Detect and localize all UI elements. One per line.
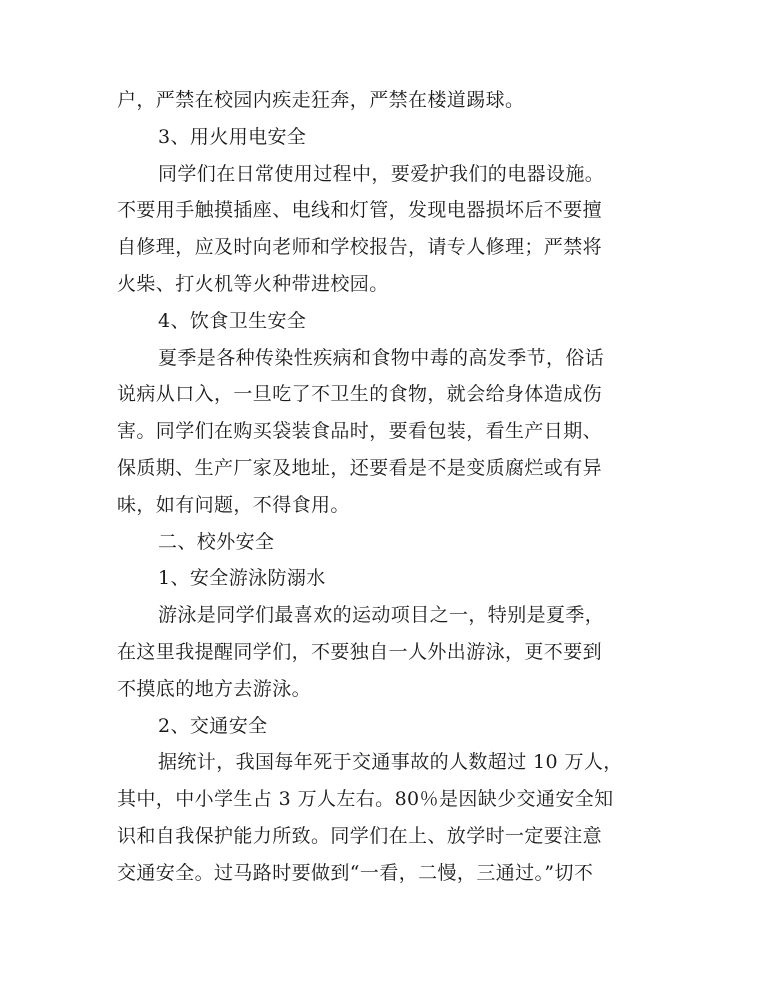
text-line: 同学们在日常使用过程中，要爱护我们的电器设施。 [158, 162, 605, 185]
text-line: 1、安全游泳防溺水 [158, 567, 326, 590]
text-line: 自修理，应及时向老师和学校报告，请专人修理；严禁将 [117, 236, 603, 259]
text-line: 不要用手触摸插座、电线和灯管，发现电器损坏后不要擅 [117, 199, 603, 222]
text-line: 不摸底的地方去游泳。 [117, 677, 312, 700]
document-body [117, 82, 647, 892]
text-line: 户，严禁在校园内疾走狂奔，严禁在楼道踢球。 [117, 89, 525, 111]
text-line: 游泳是同学们最喜欢的运动项目之一，特别是夏季， [158, 604, 605, 627]
text-line: 味，如有问题，不得食用。 [117, 493, 350, 516]
text-line: 4、饮食卫生安全 [158, 309, 307, 332]
text-line: 夏季是各种传染性疾病和食物中毒的高发季节，俗话 [158, 346, 605, 369]
text-line: 说病从口入，一旦吃了不卫生的食物，就会给身体造成伤 [117, 383, 603, 406]
text-line: 交通安全。过马路时要做到“一看，二慢，三通过。”切不 [117, 861, 594, 884]
text-line: 火柴、打火机等火种带进校园。 [117, 272, 389, 295]
text-line: 识和自我保护能力所致。同学们在上、放学时一定要注意 [117, 824, 603, 847]
text-line: 3、用火用电安全 [158, 125, 307, 148]
text-line: 害。同学们在购买袋装食品时，要看包装，看生产日期、 [117, 420, 603, 443]
text-line: 保质期、生产厂家及地址，还要看是不是变质腐烂或有异 [117, 456, 603, 479]
text-line: 据统计，我国每年死于交通事故的人数超过 10 万人， [158, 751, 623, 774]
text-line: 在这里我提醒同学们，不要独自一人外出游泳，更不要到 [117, 640, 603, 663]
text-line: 其中，中小学生占 3 万人左右。80％是因缺少交通安全知 [117, 788, 614, 811]
text-line: 2、交通安全 [158, 714, 268, 737]
text-line: 二、校外安全 [158, 530, 275, 553]
